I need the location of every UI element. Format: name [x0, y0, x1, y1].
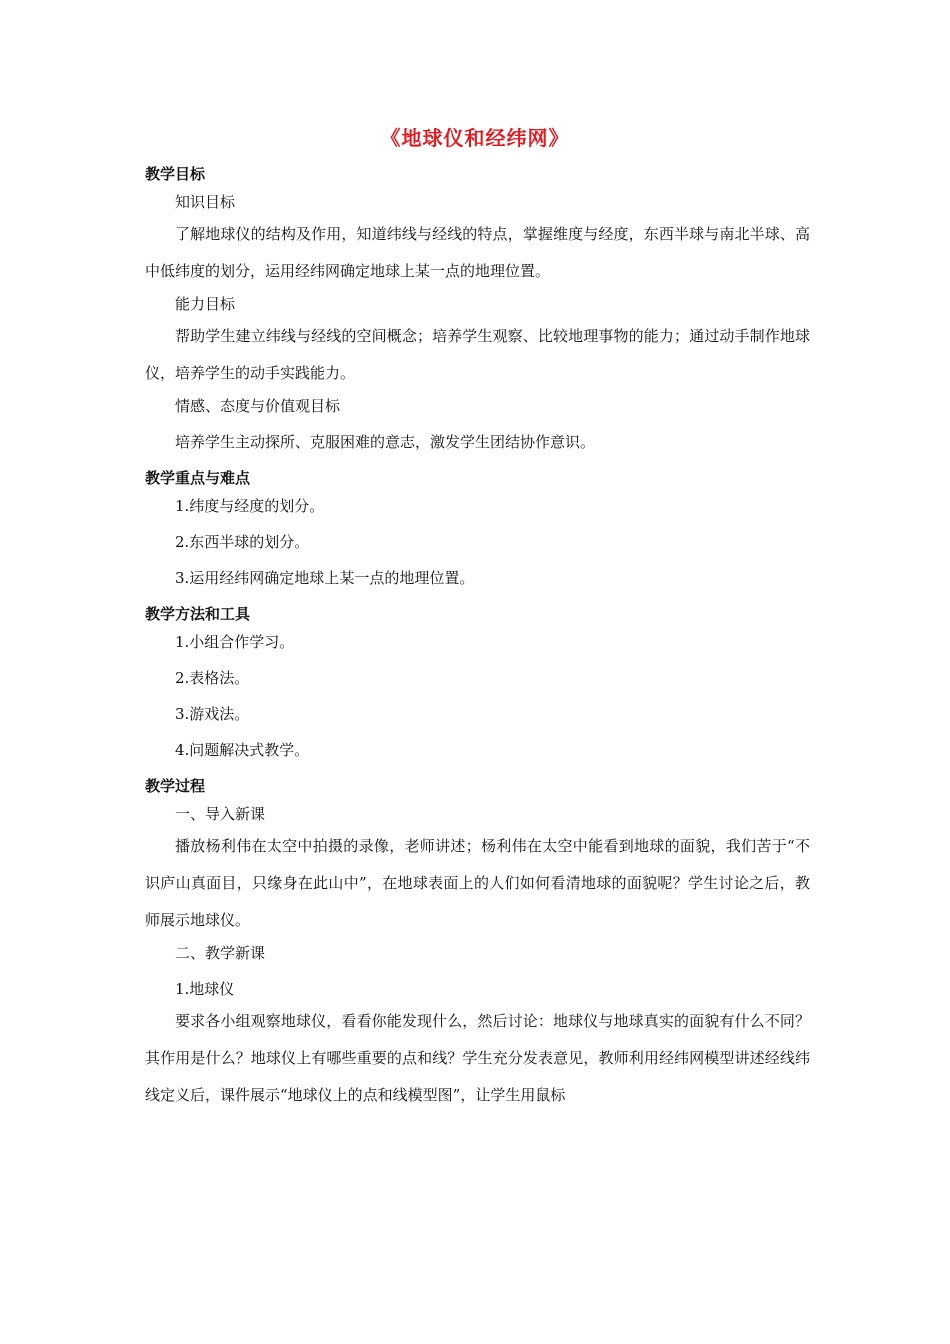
list-item: 3.游戏法。 [175, 705, 250, 723]
list-item: 4.问题解决式教学。 [175, 741, 310, 759]
heading-goals: 教学目标 [145, 165, 206, 183]
label-ability-goal: 能力目标 [175, 295, 236, 313]
paragraph-knowledge-goal: 了解地球仪的结构及作用，知道纬线与经线的特点，掌握维度与经度，东西半球与南北半球、高中低纬度的划分，运用经纬网确定地球上某一点的地理位置。 [145, 225, 810, 280]
label-intro: 一、导入新课 [175, 805, 266, 823]
heading-process: 教学过程 [145, 777, 206, 795]
paragraph-emotion-goal: 培养学生主动探所、克服困难的意志，激发学生团结协作意识。 [175, 433, 596, 451]
heading-methods: 教学方法和工具 [145, 605, 251, 623]
paragraph-globe: 要求各小组观察地球仪，看看你能发现什么，然后讨论：地球仪与地球真实的面貌有什么不同？其作用是什么？地球仪上有哪些重要的点和线？学生充分发表意见，教师利用经纬网模型讲述经线纬线定义后，课件展示“地球仪上的点和线模型图”，让学生用鼠标 [145, 1012, 810, 1104]
list-item: 1.小组合作学习。 [175, 633, 295, 651]
list-item: 1.纬度与经度的划分。 [175, 497, 325, 515]
heading-keypoints: 教学重点与难点 [145, 469, 251, 487]
list-item: 3.运用经纬网确定地球上某一点的地理位置。 [175, 569, 475, 587]
list-item: 2.东西半球的划分。 [175, 533, 310, 551]
label-emotion-goal: 情感、态度与价值观目标 [175, 397, 341, 415]
label-globe: 1.地球仪 [175, 980, 235, 998]
document-body [145, 160, 810, 1114]
document-title: 《地球仪和经纬网》 [380, 126, 570, 150]
label-new-lesson: 二、教学新课 [175, 944, 266, 962]
paragraph-ability-goal: 帮助学生建立纬线与经线的空间概念；培养学生观察、比较地理事物的能力；通过动手制作地球仪，培养学生的动手实践能力。 [145, 327, 810, 382]
paragraph-intro: 播放杨利伟在太空中拍摄的录像，老师讲述；杨利伟在太空中能看到地球的面貌，我们苦于“不识庐山真面目，只缘身在此山中”，在地球表面上的人们如何看清地球的面貌呢？学生讨论之后，教师展示地球仪。 [145, 837, 810, 929]
list-item: 2.表格法。 [175, 669, 250, 687]
label-knowledge-goal: 知识目标 [175, 193, 236, 211]
